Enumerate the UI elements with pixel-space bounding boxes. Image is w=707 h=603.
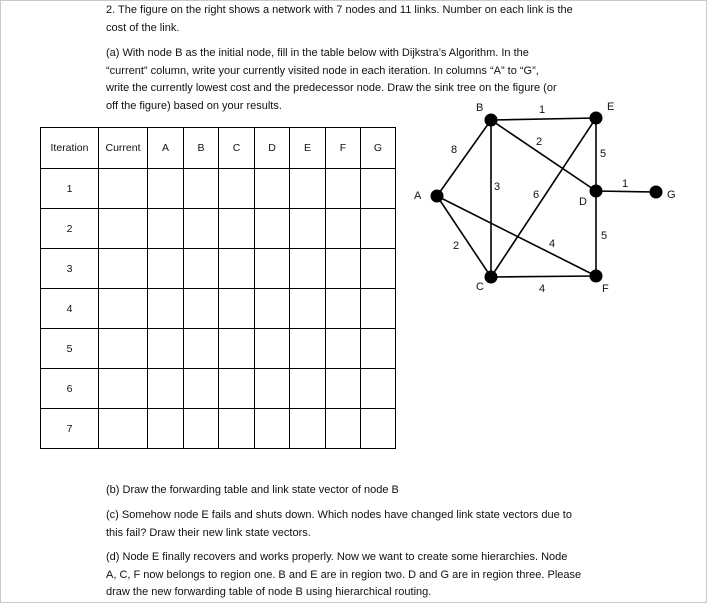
cell-g[interactable] bbox=[361, 409, 396, 449]
cell-e[interactable] bbox=[290, 409, 326, 449]
cell-a[interactable] bbox=[148, 369, 184, 409]
cell-e[interactable] bbox=[290, 249, 326, 289]
cell-current[interactable] bbox=[99, 249, 148, 289]
cost-a-b: 8 bbox=[451, 144, 458, 156]
cost-b-d: 2 bbox=[536, 136, 543, 148]
part-c-line-2: this fail? Draw their new link state vectors. bbox=[106, 526, 311, 539]
cell-f[interactable] bbox=[326, 209, 361, 249]
part-a-line-3: write the currently lowest cost and the predecessor node. Draw the sink tree on the figure (or bbox=[106, 82, 557, 94]
cell-f[interactable] bbox=[326, 369, 361, 409]
problem-intro bbox=[106, 2, 606, 37]
node-c bbox=[485, 271, 498, 284]
cell-g[interactable] bbox=[361, 209, 396, 249]
iteration-number: 7 bbox=[41, 409, 99, 449]
link-b-e bbox=[491, 118, 596, 120]
cost-b-c: 3 bbox=[494, 181, 501, 193]
cell-current[interactable] bbox=[99, 409, 148, 449]
table-row bbox=[41, 369, 396, 409]
cost-e-d: 5 bbox=[600, 148, 607, 160]
part-b bbox=[106, 482, 606, 500]
cell-f[interactable] bbox=[326, 409, 361, 449]
cell-f[interactable] bbox=[326, 249, 361, 289]
cost-d-g: 1 bbox=[622, 178, 629, 190]
header-c: C bbox=[219, 128, 255, 169]
node-b bbox=[485, 114, 498, 127]
cell-g[interactable] bbox=[361, 249, 396, 289]
cell-a[interactable] bbox=[148, 409, 184, 449]
cell-g[interactable] bbox=[361, 329, 396, 369]
node-f bbox=[590, 270, 603, 283]
table-row bbox=[41, 249, 396, 289]
part-d-line-2: A, C, F now belongs to region one. B and E are in region two. D and G are in region three. Please bbox=[106, 568, 582, 581]
cell-current[interactable] bbox=[99, 289, 148, 329]
cost-a-c: 2 bbox=[453, 240, 460, 252]
iteration-number: 4 bbox=[41, 289, 99, 329]
node-label-b: B bbox=[476, 102, 484, 114]
node-label-a: A bbox=[414, 190, 422, 202]
cell-d[interactable] bbox=[255, 289, 290, 329]
cell-c[interactable] bbox=[219, 209, 255, 249]
part-b-line-1: (b) Draw the forwarding table and link state vector of node B bbox=[106, 484, 399, 496]
part-a-line-4: off the figure) based on your results. bbox=[106, 99, 282, 112]
part-c bbox=[106, 507, 606, 542]
iteration-number: 6 bbox=[41, 369, 99, 409]
iteration-number: 5 bbox=[41, 329, 99, 369]
table-row bbox=[41, 209, 396, 249]
node-label-f: F bbox=[602, 283, 609, 295]
cell-b[interactable] bbox=[184, 409, 219, 449]
cost-c-f: 4 bbox=[539, 283, 546, 295]
cell-g[interactable] bbox=[361, 289, 396, 329]
part-a-line-1: (a) With node B as the initial node, fill in the table below with Dijkstra’s Algorithm. In the bbox=[106, 47, 529, 59]
link-c-f bbox=[491, 276, 596, 277]
cell-c[interactable] bbox=[219, 289, 255, 329]
cell-e[interactable] bbox=[290, 289, 326, 329]
cell-d[interactable] bbox=[255, 209, 290, 249]
node-label-e: E bbox=[607, 101, 615, 113]
cell-c[interactable] bbox=[219, 249, 255, 289]
node-label-c: C bbox=[476, 281, 484, 293]
link-d-g bbox=[596, 191, 656, 192]
cell-c[interactable] bbox=[219, 369, 255, 409]
link-a-b bbox=[437, 120, 491, 196]
cell-c[interactable] bbox=[219, 329, 255, 369]
header-a: A bbox=[148, 128, 184, 169]
cell-g[interactable] bbox=[361, 169, 396, 209]
table-row bbox=[41, 329, 396, 369]
table-row bbox=[41, 409, 396, 449]
cell-a[interactable] bbox=[148, 209, 184, 249]
cell-d[interactable] bbox=[255, 169, 290, 209]
intro-line-2: cost of the link. bbox=[106, 21, 180, 34]
cell-current[interactable] bbox=[99, 209, 148, 249]
cell-b[interactable] bbox=[184, 209, 219, 249]
cell-b[interactable] bbox=[184, 369, 219, 409]
part-c-line-1: (c) Somehow node E fails and shuts down. Which nodes have changed link state vectors due to bbox=[106, 509, 572, 521]
cost-a-f: 4 bbox=[549, 238, 556, 250]
cell-d[interactable] bbox=[255, 409, 290, 449]
cell-a[interactable] bbox=[148, 289, 184, 329]
header-b: B bbox=[184, 128, 219, 169]
node-label-d: D bbox=[579, 196, 587, 208]
node-label-g: G bbox=[667, 189, 676, 201]
cell-b[interactable] bbox=[184, 329, 219, 369]
dijkstra-table bbox=[40, 127, 396, 449]
part-d-line-1: (d) Node E finally recovers and works properly. Now we want to create some hierarchies. Node bbox=[106, 551, 568, 563]
cell-g[interactable] bbox=[361, 369, 396, 409]
cell-b[interactable] bbox=[184, 169, 219, 209]
node-d bbox=[590, 185, 603, 198]
iteration-number: 2 bbox=[41, 209, 99, 249]
network-figure bbox=[405, 95, 695, 305]
cost-c-e: 6 bbox=[533, 189, 540, 201]
header-e: E bbox=[290, 128, 326, 169]
link-a-f bbox=[437, 196, 596, 276]
header-d: D bbox=[255, 128, 290, 169]
node-a bbox=[431, 190, 444, 203]
table-header-row bbox=[41, 128, 396, 169]
cell-e[interactable] bbox=[290, 169, 326, 209]
cell-c[interactable] bbox=[219, 409, 255, 449]
cell-f[interactable] bbox=[326, 289, 361, 329]
table-row bbox=[41, 169, 396, 209]
link-b-d bbox=[491, 120, 596, 191]
cell-d[interactable] bbox=[255, 369, 290, 409]
node-e bbox=[590, 112, 603, 125]
part-a-line-2: “current” column, write your currently visited node in each iteration. In columns “A” to “G”, bbox=[106, 64, 539, 77]
header-current: Current bbox=[99, 128, 148, 169]
link-a-c bbox=[437, 196, 491, 277]
cell-current[interactable] bbox=[99, 329, 148, 369]
intro-line-1: 2. The figure on the right shows a network with 7 nodes and 11 links. Number on each link is the bbox=[106, 4, 573, 16]
cell-e[interactable] bbox=[290, 329, 326, 369]
cell-d[interactable] bbox=[255, 329, 290, 369]
cell-a[interactable] bbox=[148, 169, 184, 209]
cell-a[interactable] bbox=[148, 329, 184, 369]
cell-d[interactable] bbox=[255, 249, 290, 289]
header-f: F bbox=[326, 128, 361, 169]
table-row bbox=[41, 289, 396, 329]
cost-b-e: 1 bbox=[539, 104, 546, 116]
cell-e[interactable] bbox=[290, 369, 326, 409]
cell-b[interactable] bbox=[184, 289, 219, 329]
cell-current[interactable] bbox=[99, 369, 148, 409]
iteration-number: 1 bbox=[41, 169, 99, 209]
header-g: G bbox=[361, 128, 396, 169]
cell-c[interactable] bbox=[219, 169, 255, 209]
part-d-line-3: draw the new forwarding table of node B using hierarchical routing. bbox=[106, 586, 432, 598]
cell-e[interactable] bbox=[290, 209, 326, 249]
cell-b[interactable] bbox=[184, 249, 219, 289]
header-iteration: Iteration bbox=[41, 128, 99, 169]
cell-a[interactable] bbox=[148, 249, 184, 289]
cell-current[interactable] bbox=[99, 169, 148, 209]
cell-f[interactable] bbox=[326, 169, 361, 209]
part-d bbox=[106, 549, 606, 602]
iteration-number: 3 bbox=[41, 249, 99, 289]
node-g bbox=[650, 186, 663, 199]
cost-d-f: 5 bbox=[601, 230, 608, 242]
cell-f[interactable] bbox=[326, 329, 361, 369]
